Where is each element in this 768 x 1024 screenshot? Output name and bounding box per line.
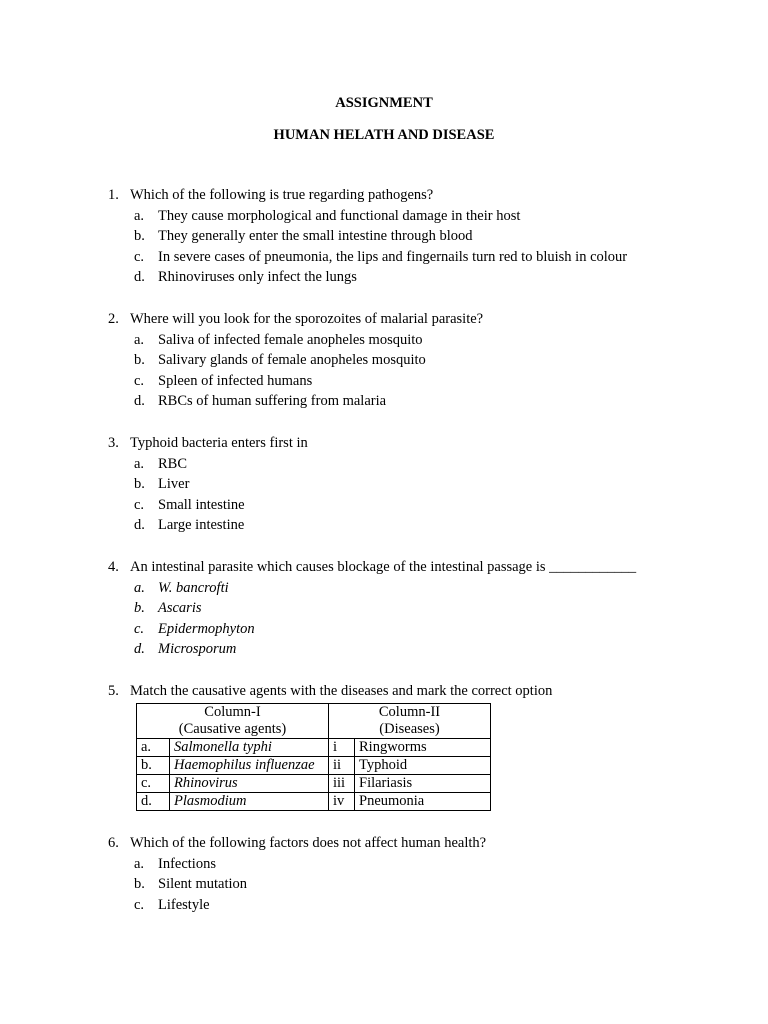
disease: Filariasis xyxy=(355,775,491,793)
option-text: Rhinoviruses only infect the lungs xyxy=(158,269,357,286)
question-text: Which of the following is true regarding pathogens? xyxy=(130,187,434,203)
row-numeral: iii xyxy=(329,775,355,793)
question-number: 2. xyxy=(108,311,119,327)
option-letter: c. xyxy=(134,248,145,265)
option-text: Microsporum xyxy=(158,641,237,658)
question-number: 6. xyxy=(108,835,119,851)
question-text: Typhoid bacteria enters first in xyxy=(130,435,308,451)
option-letter: b. xyxy=(134,476,145,493)
question-1 xyxy=(108,185,728,288)
causative-agent: Haemophilus influenzae xyxy=(170,757,329,775)
row-numeral: i xyxy=(329,739,355,757)
option xyxy=(134,639,728,660)
column-1-title: Column-I xyxy=(204,704,261,720)
column-1-subtitle: (Causative agents) xyxy=(178,721,287,737)
option xyxy=(134,598,728,619)
column-2-header xyxy=(329,704,491,739)
option-text: Small intestine xyxy=(158,496,245,513)
option-text: Lifestyle xyxy=(158,896,210,913)
option-text: Liver xyxy=(158,476,190,493)
option xyxy=(134,874,728,895)
table-row xyxy=(137,757,491,775)
disease: Ringworms xyxy=(355,739,491,757)
option-text: Spleen of infected humans xyxy=(158,372,313,389)
option-letter: a. xyxy=(134,207,145,224)
question-number: 1. xyxy=(108,187,119,203)
causative-agent: Salmonella typhi xyxy=(170,739,329,757)
option xyxy=(134,350,728,371)
option-letter: a. xyxy=(134,331,145,348)
option-letter: b. xyxy=(134,600,145,617)
table-row xyxy=(137,793,491,811)
option-text: They generally enter the small intestine through blood xyxy=(158,228,473,245)
option-text: In severe cases of pneumonia, the lips and fingernails turn red to bluish in colour xyxy=(158,248,628,265)
option-text: RBC xyxy=(158,455,188,472)
causative-agent: Rhinovirus xyxy=(170,775,329,793)
row-numeral: iv xyxy=(329,793,355,811)
option xyxy=(134,226,728,247)
option-letter: c. xyxy=(134,620,145,637)
disease: Pneumonia xyxy=(355,793,491,811)
row-numeral: ii xyxy=(329,757,355,775)
option-text: Salivary glands of female anopheles mosquito xyxy=(158,352,426,369)
option-text: Ascaris xyxy=(158,600,202,617)
question-6 xyxy=(108,833,728,915)
option-letter: a. xyxy=(134,855,145,872)
option xyxy=(134,474,728,495)
option xyxy=(134,330,728,351)
option-text: Large intestine xyxy=(158,517,245,534)
table-header-row xyxy=(137,704,491,739)
option xyxy=(134,391,728,412)
column-2-title: Column-II xyxy=(378,704,441,720)
disease: Typhoid xyxy=(355,757,491,775)
row-letter: d. xyxy=(137,793,170,811)
row-letter: a. xyxy=(137,739,170,757)
table-row xyxy=(137,739,491,757)
option xyxy=(134,578,728,599)
question-text: Match the causative agents with the diseases and mark the correct option xyxy=(130,683,553,699)
question-number: 4. xyxy=(108,559,119,575)
option xyxy=(134,619,728,640)
question-5 xyxy=(108,681,728,702)
option-text: Epidermophyton xyxy=(158,620,255,637)
column-1-header xyxy=(137,704,329,739)
option xyxy=(134,454,728,475)
option-text: RBCs of human suffering from malaria xyxy=(158,393,387,410)
option xyxy=(134,267,728,288)
question-2 xyxy=(108,309,728,412)
option-letter: a. xyxy=(134,455,145,472)
match-table xyxy=(136,703,491,811)
column-2-subtitle: (Diseases) xyxy=(379,721,440,737)
table-row xyxy=(137,775,491,793)
option-letter: b. xyxy=(134,352,145,369)
row-letter: b. xyxy=(137,757,170,775)
question-text: Which of the following factors does not affect human health? xyxy=(130,835,487,851)
option-letter: c. xyxy=(134,372,145,389)
option-letter: d. xyxy=(134,517,145,534)
option-letter: a. xyxy=(134,579,145,596)
option-text: Saliva of infected female anopheles mosquito xyxy=(158,331,423,348)
option xyxy=(134,371,728,392)
option-letter: d. xyxy=(134,393,145,410)
question-number: 3. xyxy=(108,435,119,451)
option-letter: b. xyxy=(134,228,145,245)
option-letter: c. xyxy=(134,496,145,513)
question-4 xyxy=(108,557,728,660)
question-3 xyxy=(108,433,728,536)
row-letter: c. xyxy=(137,775,170,793)
question-text: Where will you look for the sporozoites of malarial parasite? xyxy=(130,311,484,327)
option xyxy=(134,495,728,516)
option xyxy=(134,206,728,227)
option-text: Infections xyxy=(158,855,216,872)
option xyxy=(134,895,728,916)
option-text: They cause morphological and functional damage in their host xyxy=(158,207,521,224)
causative-agent: Plasmodium xyxy=(170,793,329,811)
option-letter: b. xyxy=(134,876,145,893)
option xyxy=(134,247,728,268)
option-text: W. bancrofti xyxy=(158,579,229,596)
option xyxy=(134,515,728,536)
option-letter: d. xyxy=(134,269,145,286)
option xyxy=(134,854,728,875)
question-number: 5. xyxy=(108,683,119,699)
option-text: Silent mutation xyxy=(158,876,248,893)
assignment-title: ASSIGNMENT xyxy=(335,95,433,111)
assignment-subtitle: HUMAN HELATH AND DISEASE xyxy=(273,127,495,143)
question-text: An intestinal parasite which causes blockage of the intestinal passage is ____________ xyxy=(130,559,637,575)
option-letter: d. xyxy=(134,641,145,658)
option-letter: c. xyxy=(134,896,145,913)
